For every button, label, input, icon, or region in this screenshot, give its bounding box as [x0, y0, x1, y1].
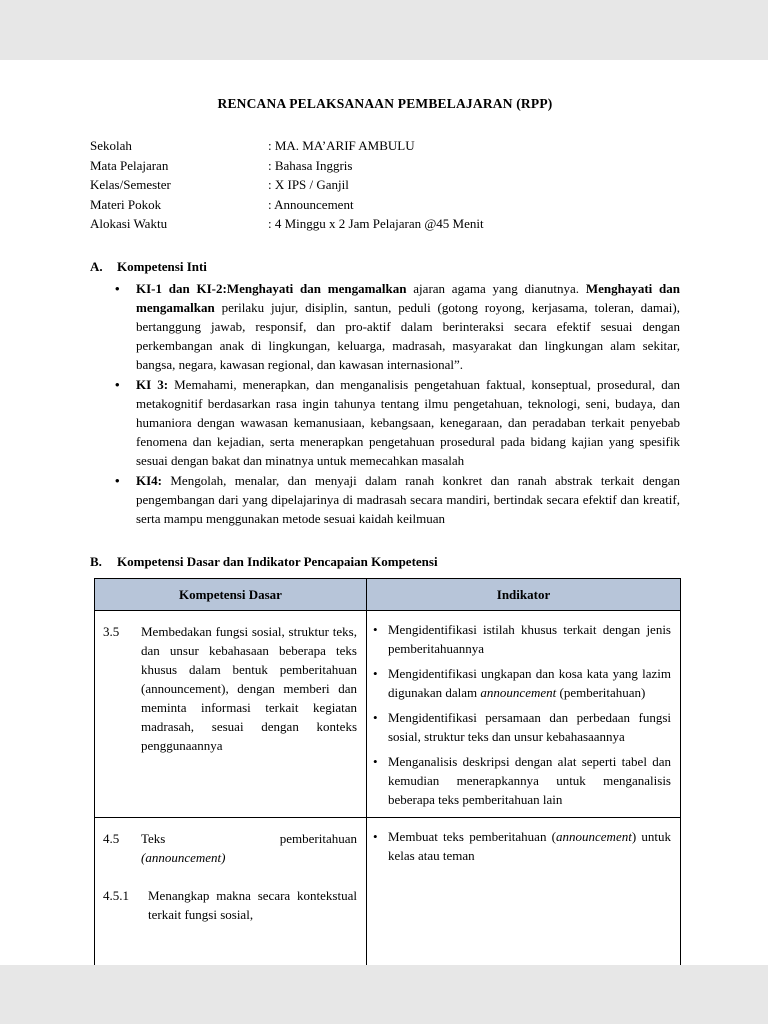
meta-value: : X IPS / Ganjil	[268, 177, 349, 192]
table-row-4-5	[95, 817, 681, 965]
section-b-heading	[90, 552, 680, 571]
ki-bold-lead: KI-1 dan KI-2:Menghayati dan mengamalkan	[136, 280, 407, 296]
indicator-text-post: ) untuk kelas atau teman	[388, 828, 671, 863]
meta-block	[90, 136, 680, 234]
ki-bold-mid: Menghayati dan mengamalkan	[136, 280, 680, 315]
document-page	[0, 60, 768, 965]
meta-row-alokasi-waktu	[90, 214, 680, 234]
indicator-item	[373, 752, 671, 809]
meta-label: Alokasi Waktu	[90, 216, 168, 231]
kd-number: 3.5	[103, 623, 120, 639]
indicator-text	[388, 664, 671, 702]
meta-row-mata-pelajaran	[90, 156, 680, 176]
meta-value: : Announcement	[268, 196, 354, 212]
kd-indicator-table	[94, 578, 681, 966]
section-b-title: Kompetensi Dasar dan Indikator Pencapaian Kompetensi	[117, 553, 438, 569]
kd-item	[103, 886, 357, 924]
table-header-row	[95, 578, 681, 610]
meta-label: Sekolah	[90, 138, 132, 153]
kd-text: Menangkap makna secara kontekstual terkait fungsi sosial,	[148, 887, 357, 922]
indicator-text-italic: announcement	[480, 684, 557, 700]
meta-row-kelas-semester	[90, 175, 680, 195]
ki-4-bullet	[115, 471, 680, 528]
indicator-text	[388, 708, 671, 746]
indicator-item	[373, 708, 671, 746]
kd-text-wrap	[141, 829, 357, 867]
section-a-label: A.	[90, 258, 103, 274]
kd-cell-3-5	[95, 610, 367, 817]
indicator-item	[373, 664, 671, 702]
header-indikator: Indikator	[367, 578, 681, 610]
indicator-text-pre: Mengidentifikasi persamaan dan perbedaan fungsi sosial, struktur teks dan unsur kebahasaannya	[388, 709, 671, 744]
ki-1-2-bullet	[115, 279, 680, 374]
meta-row-sekolah	[90, 136, 680, 156]
ki-text: Mengolah, menalar, dan menyaji dalam ranah konkret dan ranah abstrak terkait dengan pengembangan dari yang dipelajarinya di madrasah secara mandiri, bertindak secara efektif dan kreatif, serta mampu menggunakan metode sesuai kaidah keilmuan	[136, 472, 680, 526]
ki-4-text	[136, 471, 680, 528]
meta-value: : MA. MA’ARIF AMBULU	[268, 138, 415, 153]
indicator-text-pre: Mengidentifikasi istilah khusus terkait dengan jenis pemberitahuannya	[388, 621, 671, 656]
indicator-cell-3-5	[367, 610, 681, 817]
section-a-title: Kompetensi Inti	[117, 258, 207, 274]
kd-text-line2	[141, 848, 357, 867]
ki-text: ajaran agama yang dianutnya.	[406, 280, 586, 296]
kd-text: Teks pemberitahuan	[141, 830, 357, 846]
document-title: RENCANA PELAKSANAAN PEMBELAJARAN (RPP)	[217, 96, 553, 111]
kd-number: 4.5.1	[103, 887, 129, 903]
kd-gap	[103, 867, 357, 886]
section-a-bullets	[90, 279, 680, 528]
ki-3-bullet	[115, 375, 680, 470]
table-row-3-5	[95, 610, 681, 817]
meta-label: Mata Pelajaran	[90, 157, 169, 173]
meta-label: Materi Pokok	[90, 196, 162, 212]
ki-bold-lead: KI 3:	[136, 376, 169, 392]
kd-item	[103, 622, 357, 755]
meta-label: Kelas/Semester	[90, 177, 171, 192]
ki-bold-lead: KI4:	[136, 472, 162, 488]
indicator-text-pre: Menganalisis deskripsi dengan alat seperti tabel dan kemudian menerapkannya untuk menganalisis beberapa teks pemberitahuan lain	[388, 753, 671, 807]
ki-text: Memahami, menerapkan, dan menganalisis pengetahuan faktual, konseptual, prosedural, dan metakognitif berdasarkan rasa ingin tahunya tentang ilmu pengetahuan, teknologi, seni, budaya, dan humaniora dengan wawasan kemanusiaan, kebangsaan, kenegaraan, dan peradaban terkait penyebab fenomena dan kejadian, serta menerapkan pengetahuan prosedural pada bidang kajian yang spesifik sesuai dengan bakat dan minatnya untuk memecahkan masalah	[136, 376, 680, 468]
indicator-text-pre: Membuat teks pemberitahuan (	[388, 828, 557, 844]
meta-value: : 4 Minggu x 2 Jam Pelajaran @45 Menit	[268, 216, 484, 231]
header-kompetensi-dasar: Kompetensi Dasar	[95, 578, 367, 610]
kd-number: 4.5	[103, 830, 120, 846]
ki-text-cont: perilaku jujur, disiplin, santun, peduli (gotong royong, kerjasama, toleran, damai), bertanggung jawab, responsif, dan pro-aktif dalam berinteraksi secara efektif sesuai dengan perkembangan anak di lingkungan, keluarga, madrasah, masyarakat dan lingkungan alam sekitar, bangsa, negara, kawasan regional, dan kawasan internasional”.	[136, 299, 680, 372]
indicator-text-post: (pemberitahuan)	[556, 684, 646, 700]
kd-text-italic: (announcement)	[141, 849, 226, 865]
indicator-text-pre: Mengidentifikasi ungkapan dan kosa kata yang lazim digunakan dalam	[388, 665, 671, 700]
ki-3-text	[136, 375, 680, 470]
ki-1-2-text	[136, 279, 680, 374]
meta-value: : Bahasa Inggris	[268, 157, 353, 173]
indicator-text-italic: announcement	[556, 828, 632, 844]
kd-cell-4-5	[95, 817, 367, 965]
section-a-heading	[90, 257, 680, 276]
indicator-text	[388, 620, 671, 658]
indicator-cell-4-5	[367, 817, 681, 965]
kd-text: Membedakan fungsi sosial, struktur teks, dan unsur kebahasaan beberapa teks khusus dalam bentuk pemberitahuan (announcement), dengan memberi dan meminta informasi terkait kegiatan madrasah, sesuai dengan konteks penggunaannya	[141, 623, 357, 753]
indicator-text	[388, 752, 671, 809]
indicator-text	[388, 827, 671, 865]
meta-row-materi-pokok	[90, 195, 680, 215]
indicator-item	[373, 620, 671, 658]
kd-item	[103, 829, 357, 867]
section-b-label: B.	[90, 553, 102, 569]
indicator-item	[373, 827, 671, 865]
